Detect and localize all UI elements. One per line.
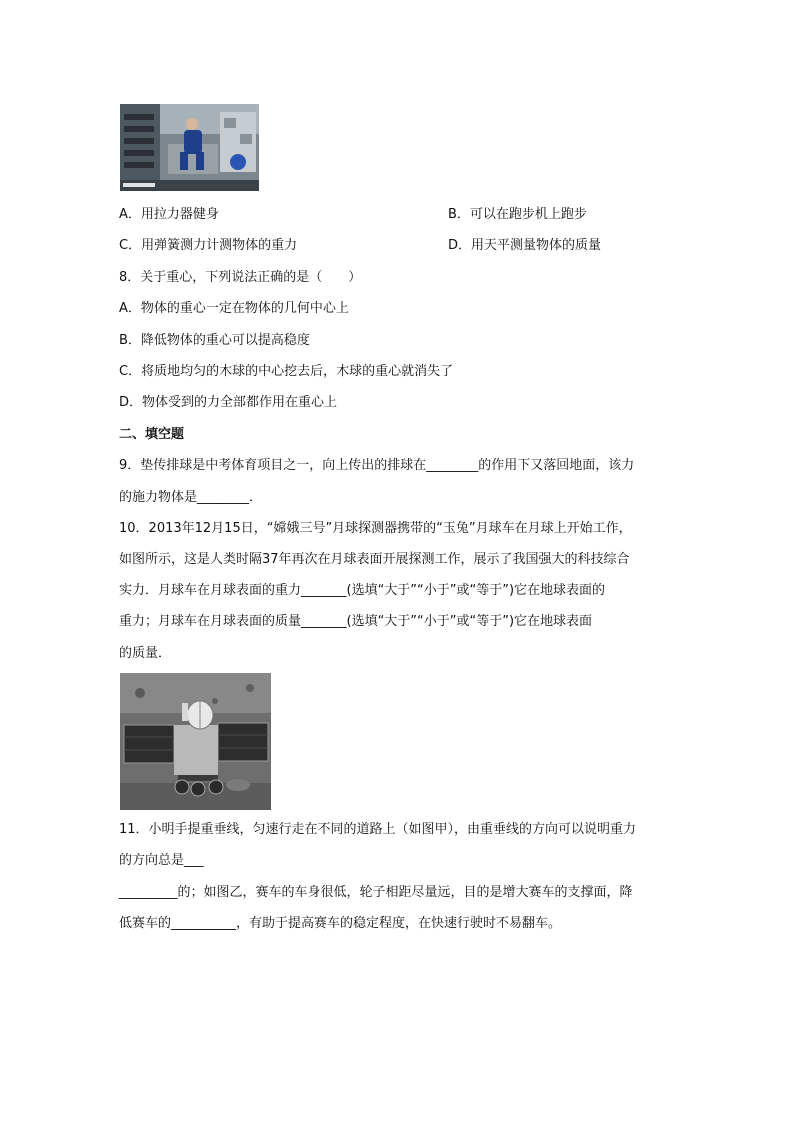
astronaut-photo-graphic <box>120 104 259 191</box>
q11-line-3: _________的；如图乙，赛车的车身很低，轮子相距尽量远，目的是增大赛车的支撑面，降 <box>119 885 633 900</box>
q8-option-d: D．物体受到的力全部都作用在重心上 <box>119 395 338 410</box>
q7-option-b: B．可以在跑步机上跑步 <box>448 207 587 222</box>
q9-line-1: 9．垫传排球是中考体育项目之一，向上传出的排球在________的作用下又落回地面，该力 <box>119 458 635 473</box>
q10-line-3: 实力．月球车在月球表面的重力_______(选填“大于”“小于”或“等于”)它在地球表面的 <box>119 583 606 598</box>
lunar-rover-graphic <box>120 673 271 810</box>
q7-option-d: D．用天平测量物体的质量 <box>448 238 602 253</box>
q8-option-b: B．降低物体的重心可以提高稳度 <box>119 333 310 348</box>
q11-line-1: 11．小明手提重垂线，匀速行走在不同的道路上（如图甲），由重垂线的方向可以说明重力 <box>119 822 637 837</box>
astronaut-photo <box>120 104 259 191</box>
q7-option-c: C．用弹簧测力计测物体的重力 <box>119 238 298 253</box>
lunar-rover-photo <box>120 673 271 810</box>
q8-option-c: C．将质地均匀的木球的中心挖去后，木球的重心就消失了 <box>119 364 454 379</box>
q10-line-1: 10．2013年12月15日，“嫦娥三号”月球探测器携带的“玉兔”月球车在月球上开始工作， <box>119 521 632 536</box>
q10-line-2: 如图所示，这是人类时隔37年再次在月球表面开展探测工作，展示了我国强大的科技综合 <box>119 552 630 567</box>
q11-line-2: 的方向总是___ <box>119 853 204 868</box>
q10-line-5: 的质量． <box>119 646 172 661</box>
q10-line-4: 重力；月球车在月球表面的质量_______(选填“大于”“小于”或“等于”)它在地球表面 <box>119 614 593 629</box>
q9-line-2: 的施力物体是________． <box>119 490 263 505</box>
q7-option-a: A．用拉力器健身 <box>119 207 219 222</box>
q11-line-4: 低赛车的__________，有助于提高赛车的稳定程度，在快速行驶时不易翻车。 <box>119 916 562 931</box>
q8-option-a: A．物体的重心一定在物体的几何中心上 <box>119 301 349 316</box>
q8-stem: 8．关于重心，下列说法正确的是（ ） <box>119 270 362 285</box>
section-title: 二、填空题 <box>119 427 185 442</box>
